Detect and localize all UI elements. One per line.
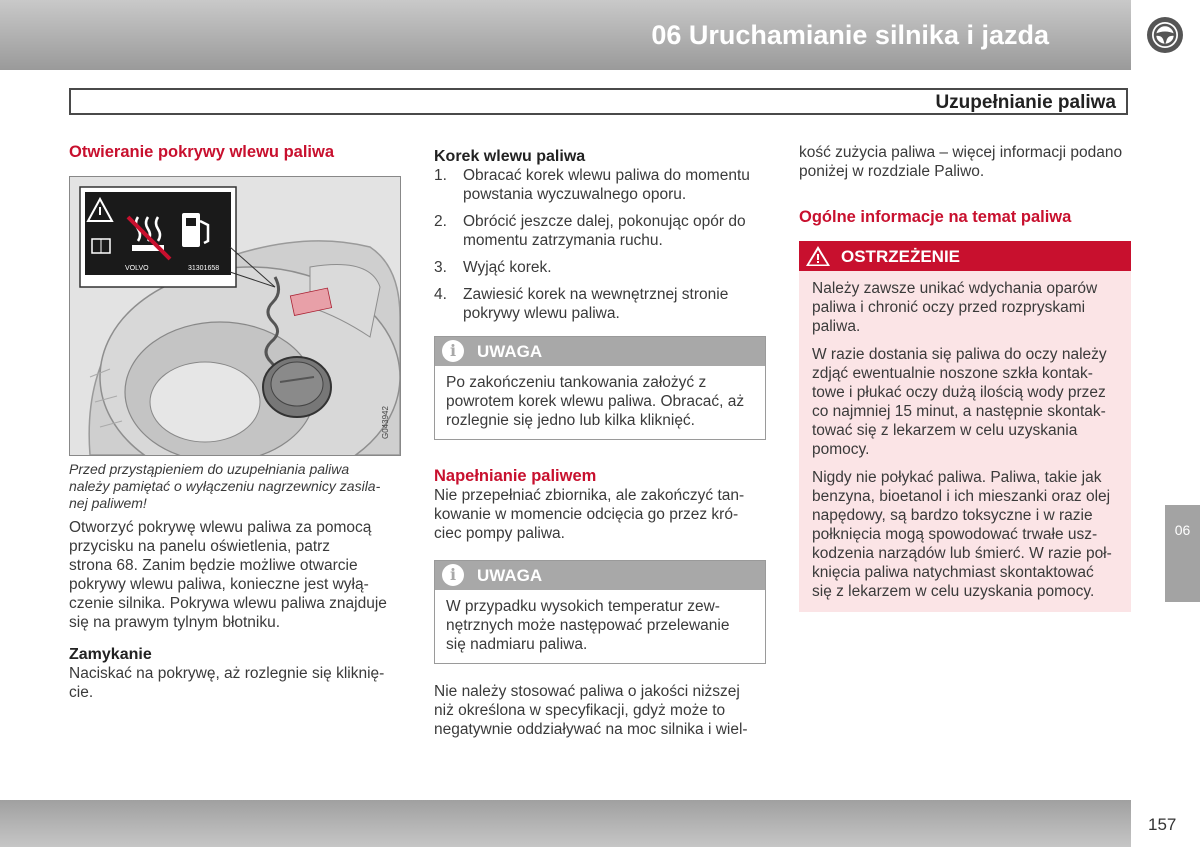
warning-triangle-icon [805, 245, 831, 267]
step-line: Obracać korek wlewu paliwa do momentu [463, 167, 750, 184]
chapter-title: 06 Uruchamianie silnika i jazda [651, 20, 1049, 50]
text-line: powrotem korek wlewu paliwa. Obracać, aż [446, 393, 745, 410]
fuel-filler-drawing [70, 177, 400, 455]
info-icon: i [442, 564, 464, 586]
section-title-bar [69, 88, 1128, 115]
step-number: 3. [434, 259, 447, 276]
fuel-cap-heading: Korek wlewu paliwa [434, 148, 586, 165]
warning-paragraph [812, 279, 1118, 336]
text-line: cie. [69, 684, 94, 701]
caption-line: Przed przystąpieniem do uzupełniania paliwa [69, 461, 350, 477]
text-line: Należy zawsze unikać wdychania oparów [812, 280, 1098, 297]
note-body [435, 590, 765, 663]
text-line: strona 68. Zanim będzie możliwe otwarcie [69, 557, 358, 574]
text-line: paliwa. [812, 318, 861, 335]
text-line: się z lekarzem w celu uzyskania pomocy. [812, 583, 1095, 600]
text-line: się nadmiaru paliwa. [446, 636, 588, 653]
column-2 [434, 143, 766, 739]
page-number: 157 [1148, 815, 1177, 834]
text-line: kowanie w momencie odcięcia go przez kró- [434, 506, 739, 523]
note-header [435, 337, 765, 366]
text-line: poniżej w rozdziale Paliwo. [799, 163, 985, 180]
general-fuel-heading: Ogólne informacje na temat paliwa [799, 208, 1072, 226]
text-line: kość zużycia paliwa – więcej informacji podano [799, 144, 1123, 161]
note-label: UWAGA [477, 342, 543, 361]
text-line: Otworzyć pokrywę wlewu paliwa za pomocą [69, 519, 372, 536]
label-brand-text: VOLVO [125, 265, 149, 272]
text-line: pomocy. [812, 441, 870, 458]
filling-heading: Napełnianie paliwem [434, 467, 597, 485]
closing-heading: Zamykanie [69, 646, 152, 663]
fuel-quality-paragraph [434, 682, 766, 739]
text-line: benzyna, bioetanol i ich mieszanki oraz olej [812, 488, 1111, 505]
note-label: UWAGA [477, 566, 543, 585]
text-line: zdjąć ewentualnie noszone szkła kontak- [812, 365, 1093, 382]
text-line: kodzenia narządów lub śmierć. W razie poł- [812, 545, 1112, 562]
column-3 [799, 143, 1132, 612]
figure-caption [69, 461, 403, 512]
text-line: przycisku na panelu oświetlenia, patrz [69, 538, 331, 555]
text-line: knięcia paliwa natychmiast skontaktować [812, 564, 1094, 581]
warning-paragraph [812, 345, 1118, 459]
figure-code-text: G043942 [381, 406, 390, 439]
text-line: połknięcia mogą spowodować trwałe usz- [812, 526, 1098, 543]
text-line: niż określona w specyfikacji, gdyż może to [434, 702, 726, 719]
step-line: Wyjąć korek. [463, 259, 552, 276]
closing-paragraph [69, 664, 403, 702]
fuel-flap-heading: Otwieranie pokrywy wlewu paliwa [69, 143, 334, 161]
text-line: W razie dostania się paliwa do oczy należy [812, 346, 1107, 363]
text-line: pokrywy wlewu paliwa, konieczne jest wyłą- [69, 576, 369, 593]
chapter-tab-label: 06 [1174, 522, 1191, 538]
filling-paragraph [434, 486, 766, 543]
fuel-cap-steps [434, 166, 766, 323]
step-line: pokrywy wlewu paliwa. [463, 305, 620, 322]
text-line: nętrznych może następować przelewanie [446, 617, 730, 634]
caption-line: nej paliwem! [69, 495, 147, 511]
section-title: Uzupełnianie paliwa [935, 92, 1116, 113]
continued-paragraph [799, 143, 1132, 181]
text-line: towe i płukać oczy dużą ilością wody przez [812, 384, 1106, 401]
text-line: W przypadku wysokich temperatur zew- [446, 598, 720, 615]
text-line: czenie silnika. Pokrywa wlewu paliwa znajduje [69, 595, 387, 612]
warning-body [799, 271, 1131, 612]
warning-header [799, 241, 1131, 271]
step-item [434, 166, 766, 204]
step-line: Zawiesić korek na wewnętrznej stronie [463, 286, 729, 303]
warning-box [799, 241, 1131, 612]
label-code-text: 31301658 [188, 265, 220, 272]
caption-line: należy pamiętać o wyłączeniu nagrzewnicy zasila- [69, 478, 381, 494]
text-line: co najmniej 15 minut, a następnie skontak- [812, 403, 1106, 420]
text-line: Nigdy nie połykać paliwa. Paliwa, takie jak [812, 469, 1102, 486]
warning-label: OSTRZEŻENIE [841, 247, 961, 266]
text-line: Nie należy stosować paliwa o jakości niższej [434, 683, 740, 700]
text-line: paliwa i chronić oczy przed rozpryskami [812, 299, 1086, 316]
step-line: Obrócić jeszcze dalej, pokonując opór do [463, 213, 746, 230]
step-number: 1. [434, 167, 447, 184]
text-line: tować się z lekarzem w celu uzyskania [812, 422, 1078, 439]
text-line: Nie przepełniać zbiornika, ale zakończyć tan- [434, 487, 745, 504]
text-line: Po zakończeniu tankowania założyć z [446, 374, 707, 391]
step-line: momentu zatrzymania ruchu. [463, 232, 663, 249]
opening-paragraph [69, 518, 403, 632]
text-line: rozlegnie się jedno lub kilka kliknięć. [446, 412, 695, 429]
text-line: Naciskać na pokrywę, aż rozlegnie się kliknię- [69, 665, 385, 682]
text-line: się na prawym tylnym błotniku. [69, 614, 281, 631]
column-1 [69, 143, 403, 702]
warning-paragraph [812, 468, 1118, 601]
note-box-1 [434, 336, 766, 440]
step-item [434, 212, 766, 250]
step-item [434, 258, 766, 277]
text-line: negatywnie oddziaływać na moc silnika i wiel- [434, 721, 748, 738]
steering-wheel-icon [1145, 15, 1185, 55]
chapter-header-band [0, 0, 1131, 70]
note-header [435, 561, 765, 590]
fuel-filler-illustration [69, 176, 401, 456]
step-line: powstania wyczuwalnego oporu. [463, 186, 687, 203]
note-box-2 [434, 560, 766, 664]
footer-band [0, 800, 1131, 847]
step-item [434, 285, 766, 323]
info-icon: i [442, 340, 464, 362]
step-number: 4. [434, 286, 447, 303]
note-body [435, 366, 765, 439]
chapter-icon-box [1131, 0, 1200, 70]
chapter-tab [1165, 505, 1200, 602]
text-line: napędowy, są bardzo toksyczne i w razie [812, 507, 1093, 524]
step-number: 2. [434, 213, 447, 230]
text-line: ciec pompy paliwa. [434, 525, 565, 542]
